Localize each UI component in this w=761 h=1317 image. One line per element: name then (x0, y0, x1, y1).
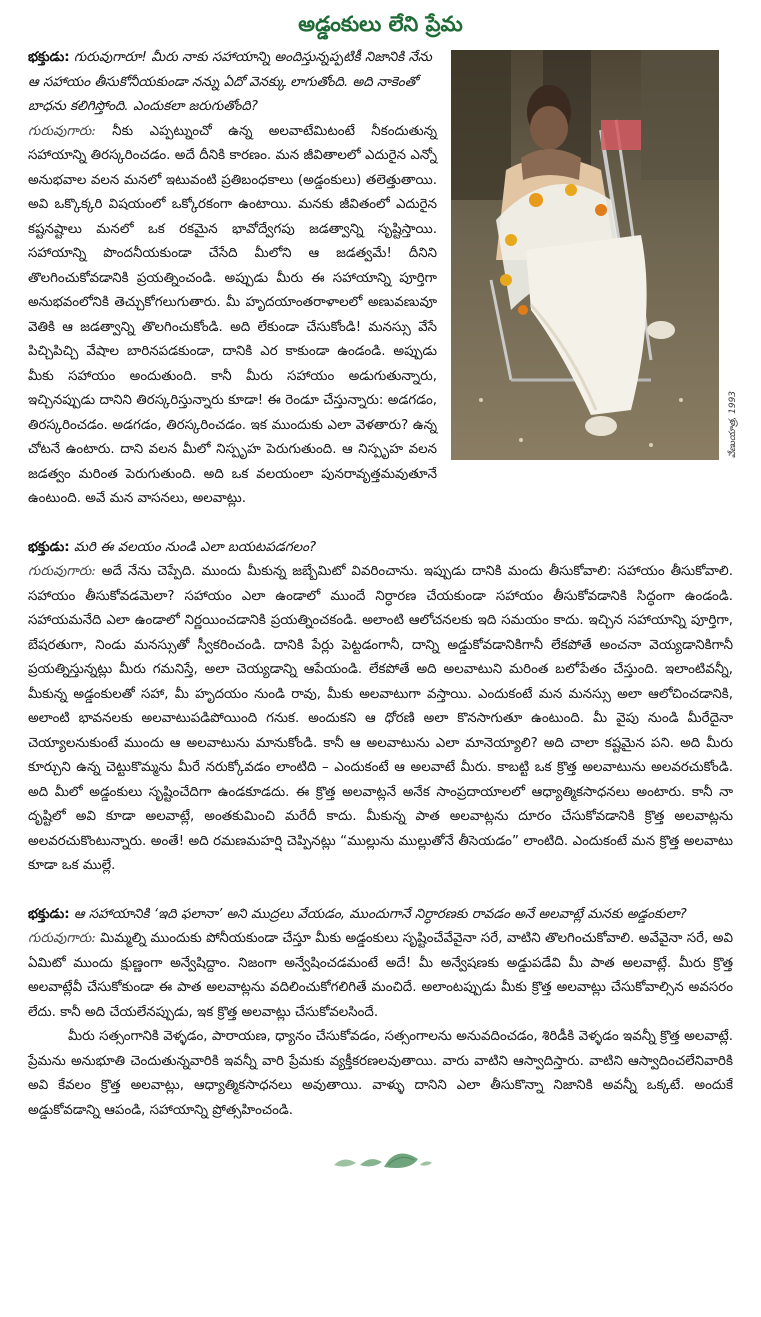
speaker-bhakta: భక్తుడు: (28, 906, 70, 922)
guru-photo-illustration (451, 50, 719, 460)
photo-frame (451, 50, 738, 462)
ornament (28, 1147, 733, 1177)
answer-text: మిమ్మల్ని ముందుకు పోనీయకుండా చేస్తూ మీకు అడ్డంకులు సృష్టించేవేవైనా సరే, వాటిని తొలగించుకోవాలి. అవేవైనా సరే, అవి ఏమిటో ముందు క్షుణ్ణంగా అన్వేషిద్దాం. నిజంగా అన్వేషించడమంటే అదే! మీ అన్వేషణకు అడ్డుపడేవి మీ పాత అలవాట్లే. మీరు క్రొత్త అలవాట్లేవీ చేసుకోకుండా ఈ పాత అలవాట్లను వదిలించుకోగలిగితే మంచిదే. అలాంటప్పుడు మీకు క్రొత్త అలవాట్లు చేసుకోవాల్సిన అవసరం లేదు. కానీ అది చేయలేనప్పుడు, ఇక క్రొత్త అలవాట్లు చేసుకోవలసిందే. (28, 931, 733, 1020)
speaker-guru: గురువుగారు: (28, 931, 96, 946)
question-3 (28, 903, 733, 928)
article-body (28, 46, 738, 1123)
page-title: అడ్డంకులు లేని ప్రేమ (298, 12, 463, 36)
speaker-bhakta: భక్తుడు: (28, 50, 70, 65)
answer-3 (28, 927, 733, 1025)
qa-section-2 (28, 536, 733, 879)
leaf-ornament-icon (326, 1147, 436, 1173)
speaker-guru: గురువుగారు: (28, 564, 96, 579)
qa-section-3 (28, 903, 733, 1124)
speaker-guru: గురువుగారు: (28, 123, 96, 139)
answer-text: నీకు ఎప్పట్నుంచో ఉన్న అలవాటేమిటంటే నీకందుతున్న సహాయాన్ని తిరస్కరించడం. అదే దీనికి కారణం. మన జీవితాలలో ఎదురైన ఎన్నో అనుభవాల వలన మనలో ఇటువంటి ప్రతిబంధకాలు (అడ్డంకులు) తలెత్తుతాయి. అవి ఒక్కొక్కరి విషయంలో ఒక్కోరకంగా ఉంటాయి. మనకు జీవితంలో ఎదురైన కష్టనష్టాలు మనలో ఒక రకమైన భావోద్వేగపు జడత్వాన్ని సృష్టిస్తాయి. సహాయాన్ని పొందనీయకుండా చేసేది మీలోని ఆ జడత్వమే! దీనిని తొలగించుకోవడానికి ప్రయత్నించండి. అప్పుడు మీరు ఈ సహాయాన్ని పూర్తిగా అనుభవంలోనికి తెచ్చుకోగలుగుతారు. మీ హృదయాంతరాళాలలో అణువణువూ వెతికి ఆ జడత్వాన్ని తొలగించుకోండి. అది లేకుండా చేసుకోండి! మనస్సు వేసే పిచ్చిపిచ్చి వేషాల బారినపడకుండా, దానికి ఎర కాకుండా ఉండండి. అప్పుడు మీకు సహాయం అందుతుంది. కానీ మీరు సహాయం అడుగుతున్నారు, ఇచ్చినప్పుడు దానిని తిరస్కరిస్తున్నారు కూడా! ఈ రెండూ చేస్తున్నారు: అడగడం, తిరస్కరించడం. అడగడం, తిరస్కరించడం. ఇక ముందుకు ఎలా వెళతారు? ఉన్న చోటనే ఉంటారు. దాని వలన మీలో నిస్పృహ పెరుగుతుంది. ఆ నిస్పృహ వలన జడత్వం మరింత పెరుగుతుంది. అది ఒక వలయంలా పునరావృత్తమవుతూనే ఉంటుంది. అవే మన వాసనలు, అలవాట్లు. (28, 123, 437, 506)
speaker-bhakta: భక్తుడు: (28, 539, 70, 555)
question-text: ఆ సహాయానికి ‘ఇది ఫలానా’ అని ముద్రలు వేయడం, ముందుగానే నిర్ధారణకు రావడం అనే అలవాట్లే మనకు అడ్డంకులా? (73, 906, 687, 922)
answer-3-continued: మీరు సత్సంగానికి వెళ్ళడం, పారాయణ, ధ్యానం చేసుకోవడం, సత్సంగాలను అనువదించడం, శిరిడీకి వెళ్ళడం ఇవన్నీ క్రొత్త అలవాట్లే. ప్రేమను అనుభూతి చెందుతున్నవారికి ఇవన్నీ వారి ప్రేమకు వ్యక్తీకరణలవుతాయి. వారు వాటిని ఆస్వాదిస్తారు. వాటిని ఆస్వాదించలేనివారికి అవి కేవలం క్రొత్త అలవాట్లు, ఆధ్యాత్మికసాధనలు అవుతాయి. వాళ్ళు దానిని ఎలా తీసుకొన్నా నిజానికి అవన్నీ ఒక్కటే. అందుకే అడ్డుకోవడాన్ని ఆపండి, సహాయాన్ని ప్రోత్సహించండి. (28, 1029, 733, 1118)
question-text: గురువుగారూ! మీరు నాకు సహాయాన్ని అందిస్తున్నప్పటికీ నిజానికి నేను ఆ సహాయం తీసుకోనీయకుండా నన్ను ఏదో వెనక్కు లాగుతోంది. అది నాకెంతో బాధను కలిగిస్తోంది. ఎందుకలా జరుగుతోంది? (28, 50, 432, 114)
answer-2 (28, 560, 733, 879)
answer-text: అదే నేను చెప్పేది. ముందు మీకున్న జబ్బేమిటో వివరించాను. ఇప్పుడు దానికి మందు తీసుకోవాలి: సహాయం తీసుకోవాలి. సహాయం తీసుకోవడమెలా? సహాయం ఎలా ఉండాలో ముందే నిర్ధారణ చేయకుండా సహాయం తీసుకోవడానికి సిద్ధంగా ఉండండి. సహాయమనేది ఎలా ఉండాలో నిర్ణయించడానికి ప్రయత్నించకండి. అలాంటి ఆలోచనలకు ఇది సమయం కాదు. ఇచ్చిన సహాయాన్ని పూర్తిగా, బేషరతుగా, నిండు మనస్సుతో స్వీకరించండి. దానికి పేర్లు పెట్టడంగానీ, దాన్ని అడ్డుకోవడానికిగానీ లేకపోతే అంచనా వెయ్యడానికిగానీ ప్రయత్నిస్తున్నట్లు మీరు గమనిస్తే, అలా చెయ్యడాన్ని ఆపేయండి. లేకపోతే అది అలవాటుని మరింత బలోపేతం చేస్తుంది. ఇలాంటివన్నీ, మీకున్న అడ్డంకులతో సహా, మీ హృదయం నుండి రావు, మీకు అలవాటుగా వస్తాయి. ఎందుకంటే మన మనస్సు అలా ఆలోచించడానికి, అలాంటి భావనలకు అలవాటుపడిపోయింది గనుక. అందుకని ఆ ధోరణి అలా కొనసాగుతూ ఉంటుంది. మీ వైపు నుండి మీరేదైనా చెయ్యాలనుకుంటే ముందు ఆ అలవాటును మానుకోండి. కానీ ఆ అలవాటును ఎలా మానెయ్యాలి? అది చాలా కష్టమైన పని. అది మీరు కూర్చుని ఉన్న చెట్టుకొమ్మను మీరే నరుక్కోవడం లాంటిది – ఎందుకంటే ఆ అలవాటే మీరు. కాబట్టి ఒక క్రొత్త అలవాటును అలవరచుకోండి. అది మీలో అడ్డంకులు సృష్టించేదిగా ఉండకూడదు. ఈ క్రొత్త అలవాట్లనే అనేక సాంప్రదాయాలలో ఆధ్యాత్మికసాధనలు అంటారు. కానీ నా దృష్టిలో అవి కూడా అలవాట్లే, అంతకుమించి మరేదీ కాదు. మీకున్న పాత అలవాట్లను దూరం చేసుకోవడానికి క్రొత్త అలవాట్లను అలవరచుకొంటున్నారు. అంతే! అది రమణమహర్షి చెప్పినట్లు “ముల్లును ముల్లుతోనే తీసెయడం” లాంటిది. ఎందుకంటే మన క్రొత్త అలవాటు కూడా ఒక ముల్లే. (28, 564, 733, 873)
guru-photo (451, 50, 719, 460)
question-text: మరి ఈ వలయం నుండి ఎలా బయటపడగలం? (73, 539, 317, 555)
photo-caption: వేణుయాత్ర, 1993 (728, 390, 738, 458)
question-2 (28, 536, 733, 561)
